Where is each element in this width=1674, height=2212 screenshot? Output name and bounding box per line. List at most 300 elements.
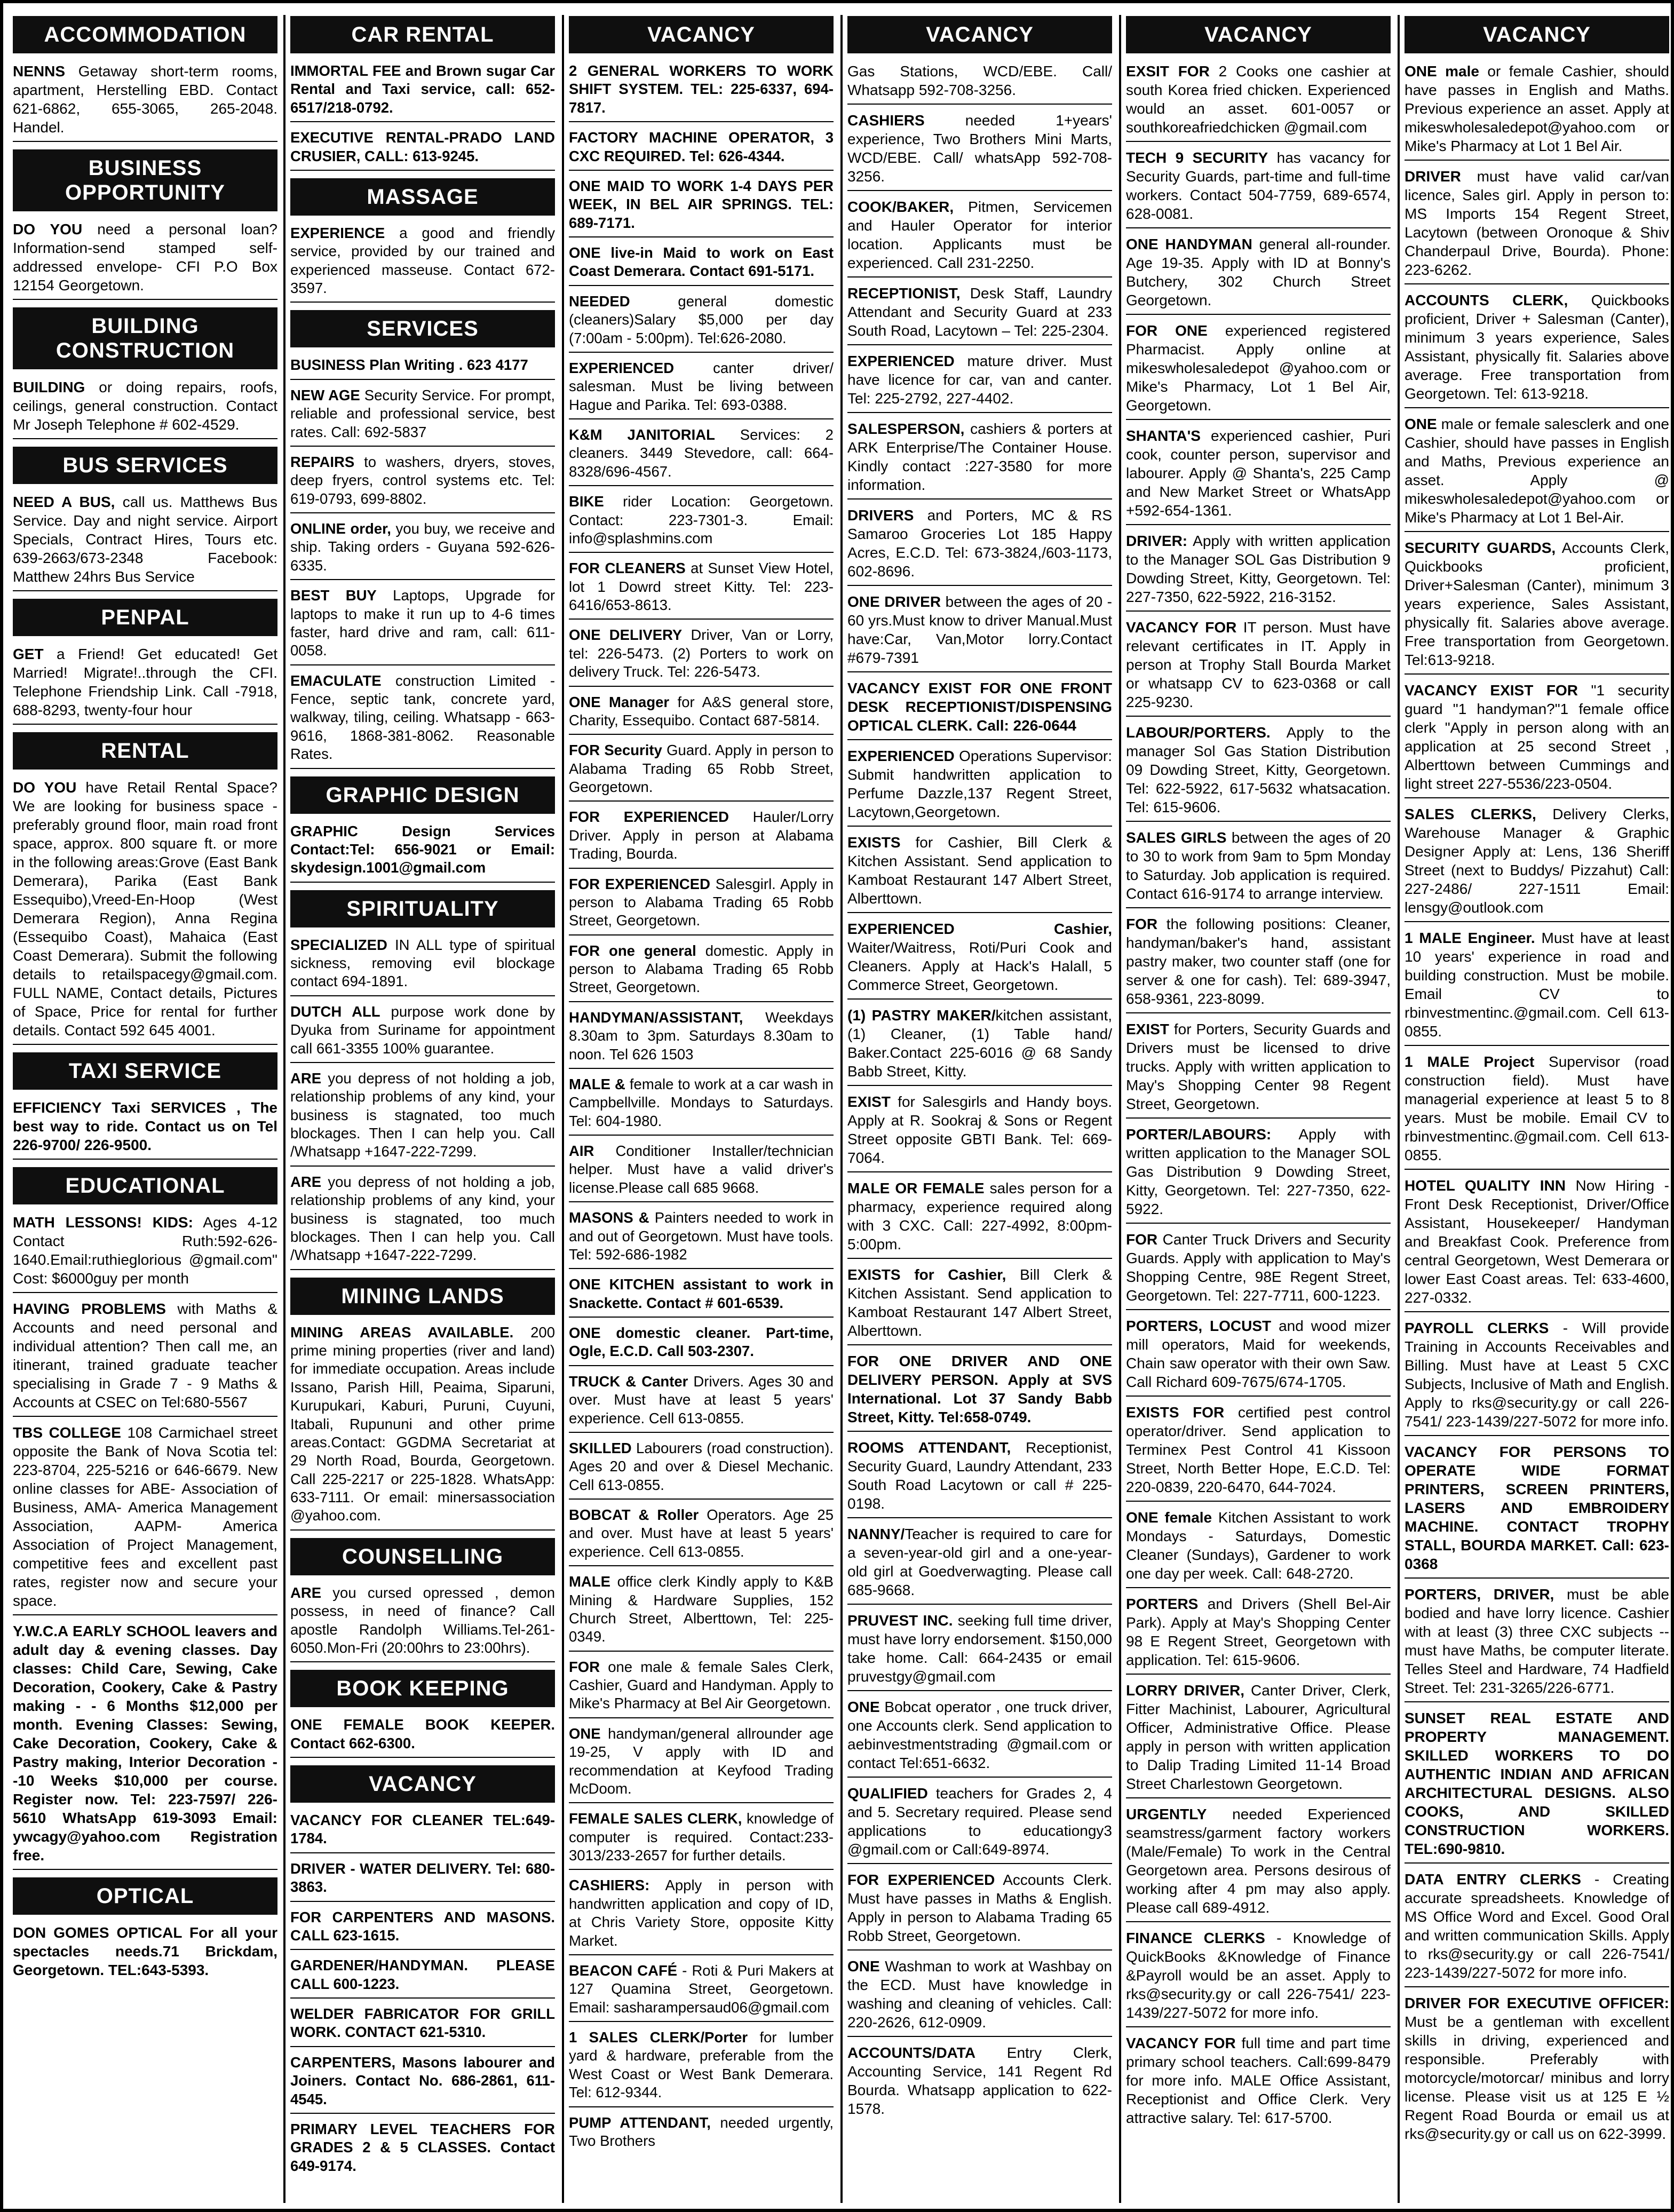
classified-ad <box>1405 62 1669 161</box>
ad-lead: ONE MAID TO WORK 1-4 <box>569 177 751 194</box>
classified-ad <box>1405 1442 1669 1579</box>
ad-text: Guard. Apply in person to Alabama Trading 65 Robb Street, Georgetown. <box>569 742 834 795</box>
ad-lead: K&M JANITORIAL <box>569 426 715 443</box>
ad-lead: PORTERS, LOCUST <box>1126 1318 1272 1334</box>
ad-text: - Knowledge of QuickBooks &Knowledge of Finance &Payroll would be an asset. Apply to rks@security.gy or call 226-7541/ 223-1439/227-5072 for more info. <box>1126 1930 1391 2021</box>
classified-ad <box>13 220 277 300</box>
classified-ad <box>569 1275 834 1318</box>
ad-text: needed 1+years' experience, Two Brothers Mini Marts, WCD/EBE. Call/ whatsApp 592-708-3256. <box>847 112 1112 185</box>
section-header-bus-services: BUS SERVICES <box>13 447 277 484</box>
ad-lead: CASHIERS <box>847 112 925 129</box>
classified-ad <box>1126 1595 1391 1675</box>
ad-lead: FEMALE SALES CLERK, <box>569 1810 742 1827</box>
section-header-spirituality: SPIRITUALITY <box>290 890 555 927</box>
ad-text: Apply with written application to the Manager SOL Gas Distribution 9 Dowding Street, Kitty, Georgetown. Tel: 227-7350, 622-5922. <box>1126 1126 1391 1217</box>
ad-lead: ONE DELIVERY <box>569 627 683 644</box>
ad-lead: DRIVER - WATER DELIVERY. <box>290 1860 492 1877</box>
classified-ad <box>847 506 1112 586</box>
ad-text: handyman/general allrounder age 19-25, V apply with ID and recommendation at Keyfood Trading McDoom. <box>569 1725 834 1797</box>
ad-lead: HAVING PROBLEMS <box>13 1301 166 1317</box>
ad-lead: GRAPHIC <box>290 822 358 839</box>
ad-lead: EXISTS <box>847 834 901 851</box>
classified-ad <box>290 1716 555 1758</box>
ad-text: purpose work done by Dyuka from Suriname for appointment call 661-3355 100% guarantee. <box>290 1003 555 1057</box>
ad-text: 200 prime mining properties (river and land) for immediate occupation. Areas include Issano, Parish Hill, Peaima, Siparuni, Kurupukari, Kaburi, Puruni, Cuyuni, Itabali, Rupununi and other prime areas.Contact: GGDMA Secretariat at 29 North Road, Bourda, Georgetown. Call 225-2217 or 225-1828. WhatsApp: 633-7111. Or email: minersassociation @yahoo.com. <box>290 1323 555 1524</box>
ad-lead: DUTCH ALL <box>290 1003 380 1020</box>
ad-lead: LABOUR/PORTERS. <box>1126 724 1271 741</box>
ad-lead: EXPERIENCED <box>847 353 955 369</box>
ad-text: TO OPERATE WIDE FORMAT PRINTERS, SCREEN PRINTERS, LASERS AND EMBROIDERY MACHINE. CONTACT TROPHY STALL, BOURDA MARKET. Call: 623-0368 <box>1405 1444 1669 1572</box>
ad-lead: VACANCY FOR <box>1126 2035 1236 2051</box>
ad-text: for Salesgirls and Handy boys. Apply at R. Sookraj & Sons or Regent Street opposite GBTI Bank. Tel: 669-7064. <box>847 1093 1112 1166</box>
ad-text: teachers for Grades 2, 4 and 5. Secretary required. Please send applications to educationgy3 @gmail.com or Call:649-8974. <box>847 1785 1112 1858</box>
ad-text: 623 4177 <box>463 356 528 374</box>
section-header-penpal: PENPAL <box>13 599 277 636</box>
classified-ad <box>569 1876 834 1955</box>
ad-text: TEL:649-1784. <box>290 1812 555 1847</box>
ad-text: Labourers (road construction). Ages 20 and over & Diesel Mechanic. Cell 613-0855. <box>569 1439 834 1493</box>
classified-ad <box>290 586 555 665</box>
ad-text: have Retail Rental Space? We are looking for business space - preferably ground floor, main road front space, approx. 800 square ft. or more in the following areas:Grove (East Bank Demerara), Parika (East Bank Essequibo),Vreed-En-Hoop (West Demerara Region), Anna Regina (Essequibo Coast), Mahaica (East Coast Demerara). Submit the following details to retailspacegy@gmail.com. FULL NAME, Contact details, Pictures of Space, Price for rental for further details. Contact 592 645 4001. <box>13 779 277 1038</box>
classified-ad <box>847 1352 1112 1432</box>
ad-lead: ONE <box>847 1699 880 1715</box>
ad-text: Part-time, Ogle, E.C.D. Call 503-2307. <box>569 1325 834 1360</box>
ad-lead: SALES CLERKS, <box>1405 806 1536 822</box>
ad-text: Masons labourer and Joiners. Contact No. 686-2861, 611-4545. <box>290 2054 555 2107</box>
ad-lead: FOR <box>1126 1231 1158 1248</box>
classified-ad <box>1405 1870 1669 1987</box>
ad-text: Services: 2 cleaners. 3449 Stevedore, call: 664-8328/696-4567. <box>569 426 834 480</box>
ad-lead: 1 MALE Engineer. <box>1405 930 1535 946</box>
ad-text: needed Experienced seamstress/garment factory workers (Male/Female) To work in the Central Georgetown area. Persons desirous of working after 4 pm may also apply. Please call 689-4912. <box>1126 1806 1391 1916</box>
classified-ad <box>569 493 834 553</box>
ad-lead: ONE <box>569 1725 601 1742</box>
ad-lead: NENNS <box>13 63 66 80</box>
classified-ad <box>13 493 277 591</box>
classified-ad <box>847 1006 1112 1086</box>
ad-lead: FOR Security <box>569 742 662 759</box>
ad-text: OPERATOR, 3 CXC REQUIRED. Tel: 626-4344. <box>569 129 834 164</box>
ad-text: between the ages of 20 - 60 yrs.Must know to driver Manual.Must have:Car, Van,Motor lorry.Contact #679-7391 <box>847 593 1112 666</box>
classified-ad <box>847 833 1112 913</box>
ad-text: Accounts Clerk. Must have passes in Maths & English. Apply in person to Alabama Trading 65 Robb Street, Georgetown. <box>847 1872 1112 1944</box>
ad-text: Design Services Contact:Tel: 656-9021 or Email: skydesign.1001@gmail.com <box>290 822 555 876</box>
classified-ad <box>569 693 834 735</box>
ad-lead: ONE domestic cleaner. <box>569 1325 751 1341</box>
ad-lead: NEW AGE <box>290 386 360 403</box>
ad-lead: AIR <box>569 1143 594 1159</box>
ad-lead: DRIVERS <box>847 507 914 524</box>
ad-lead: URGENTLY <box>1126 1806 1207 1822</box>
ad-text: kitchen assistant,(1) Cleaner, (1) Table hand/ Baker.Contact 225-6016 @ 68 Sandy Babb Street, Kitty. <box>847 1007 1112 1080</box>
classified-ad <box>13 1213 277 1293</box>
classified-ad <box>1126 62 1391 142</box>
classified-ad <box>290 1003 555 1063</box>
section-header-mining-lands: MINING LANDS <box>290 1278 555 1315</box>
classified-ad <box>847 1092 1112 1172</box>
ad-lead: LORRY DRIVER, <box>1126 1682 1245 1699</box>
ad-text: to work on East Coast Demerara. Contact 691-5171. <box>569 244 834 280</box>
ad-lead: ONE <box>1405 416 1437 432</box>
classified-ad <box>1405 1176 1669 1312</box>
ad-text: Taxi SERVICES , The best way to ride. Contact us on Tel 226-9700/ 226-9500. <box>13 1099 277 1153</box>
ad-lead: 1 SALES CLERK/Porter <box>569 2029 748 2045</box>
ad-lead: MATH LESSONS! KIDS: <box>13 1214 193 1231</box>
ad-text: experienced cashier, Puri cook, counter person, supervisor and labourer. Apply @ Shanta's, 225 Camp and New Market Street or WhatsApp +592-654-1361. <box>1126 427 1391 519</box>
classified-ad <box>1126 1403 1391 1502</box>
classified-ad <box>847 1957 1112 2037</box>
ad-text: Bill Clerk & Kitchen Assistant. Send application to Kamboat Restaurant 147 Albert Street, Alberttown. <box>847 1266 1112 1339</box>
column-2 <box>290 16 555 2204</box>
ad-text: seeking full time driver, must have lorry endorsement. $150,000 take home. Call: 664-2435 or email pruvestgy@gmail.com <box>847 1612 1112 1685</box>
ad-text: Ages 4-12 Contact Ruth:592-626-1640.Email:ruthieglorious @gmail.com" Cost: $6000guy per month <box>13 1214 277 1287</box>
ad-lead: BEST BUY <box>290 587 377 604</box>
ad-text: Delivery Clerks, Warehouse Manager & Graphic Designer Apply at: Lens, 136 Sheriff Street (next to Buddys/ Pizzahut) Call: 227-2486/ 227-1511 Email: lensgy@outlook.com <box>1405 806 1669 916</box>
ad-text: to washers, dryers, stoves, deep fryers, control systems etc. Tel: 619-0793, 699-8802. <box>290 453 555 507</box>
classified-ad <box>290 2005 555 2047</box>
ad-text: TO WORK SHIFT SYSTEM. TEL: 225-6337, 694-7817. <box>569 62 834 116</box>
ad-lead: MINING AREAS AVAILABLE. <box>290 1323 514 1341</box>
ad-lead: MALE <box>569 1573 610 1590</box>
ad-text: Laptops, Upgrade for laptops to make it run up to 4-6 times faster, hard drive and ram, call: 611-0058. <box>290 587 555 659</box>
ad-lead: ONE Manager <box>569 693 670 710</box>
ad-text: For all your spectacles needs.71 Brickdam, Georgetown. TEL:643-5393. <box>13 1924 277 1978</box>
ad-text: 2 Cooks one cashier at south Korea fried chicken. Experienced would an asset. 601-0057 or southkoreafriedchicken @gmail.com <box>1126 63 1391 136</box>
classified-ad <box>847 679 1112 740</box>
section-header-taxi-service: TAXI SERVICE <box>13 1052 277 1090</box>
classified-ad <box>569 1209 834 1269</box>
ad-lead: EXPERIENCED <box>569 359 675 376</box>
ad-lead: VACANCY EXIST FOR <box>1405 682 1578 699</box>
section-header-vacancy: VACANCY <box>1405 16 1669 53</box>
ad-lead: 2 GENERAL WORKERS <box>569 62 747 79</box>
classified-ad <box>1405 167 1669 284</box>
section-header-car-rental: CAR RENTAL <box>290 16 555 53</box>
ad-text: Security Service. For prompt, reliable and professional service, best rates. Call: 692-5837 <box>290 386 555 440</box>
classified-ad <box>290 936 555 996</box>
ad-lead: VACANCY EXIST FOR <box>847 680 1012 696</box>
classified-ad <box>569 1009 834 1069</box>
ad-lead: ONE female <box>1126 1509 1212 1526</box>
classified-ad <box>1405 929 1669 1046</box>
ad-text: certified pest control operator/driver. Send application to Terminex Pest Control 41 Kissoon Street, North Better Hope, E.C.D. Tel: 220-0839, 220-6470, 644-7024. <box>1126 1404 1391 1495</box>
ad-lead: PORTERS <box>1126 1596 1199 1612</box>
classified-ad <box>1405 805 1669 922</box>
classified-ad <box>569 741 834 802</box>
section-header-vacancy: VACANCY <box>569 16 834 53</box>
classified-ad <box>569 1573 834 1652</box>
ad-lead: ACCOUNTS CLERK, <box>1405 292 1568 308</box>
ad-text: with Maths & Accounts and need personal and individual attention? Then call me, an itinerant, trained graduate teacher specialising in Grade 7 - 9 Maths & Accounts at CSEC on Tel:680-5567 <box>13 1301 277 1410</box>
section-header-vacancy: VACANCY <box>290 1765 555 1803</box>
ad-text: Teacher is required to care for a seven-year-old girl and a one-year-old girl at Goedverwagting. Please call 685-9668. <box>847 1526 1112 1598</box>
ad-text: leavers and adult day & evening classes. Day classes: Child Care, Sewing, Cake Decoration, Cookery, Cake & Pastry making - - 6 Months $12,000 per month. Evening Classes: Sewing, Cake Decoration, Cookery, Cake & Pastry making, Interior Decoration --10 Weeks $10,000 per course. Register now. Tel: 223-7597/ 226-5610 WhatsApp 619-3093 Email: ywcagy@yahoo.com Registration free. <box>13 1623 277 1864</box>
section-header-educational: EDUCATIONAL <box>13 1167 277 1204</box>
ad-text: IN ALL type of spiritual sickness, removing evil blockage contact 694-1891. <box>290 936 555 990</box>
classified-ad <box>847 62 1112 105</box>
ad-lead: EXPERIENCE <box>290 224 385 241</box>
classified-ad <box>1405 1994 1669 2147</box>
ad-text: general domestic (cleaners)Salary $5,000 per day (7:00am - 5:00pm). Tel:626-2080. <box>569 292 834 346</box>
ad-lead: TRUCK & Canter <box>569 1373 688 1390</box>
classified-ad <box>1126 618 1391 717</box>
classified-ad <box>1126 426 1391 525</box>
classified-ad <box>13 62 277 142</box>
classified-ad <box>847 1784 1112 1864</box>
ad-text: Now Hiring - Front Desk Receptionist, Driver/Office Assistant, Housekeeper/ Handyman and Breakfast Cook. Preference from central Georgetown, West Demerara or lower East Coast areas. Tel: 633-4600, 227-0332. <box>1405 1177 1669 1306</box>
classified-ad <box>847 747 1112 827</box>
classified-ad <box>1126 1929 1391 2027</box>
ad-lead: HANDYMAN/ASSISTANT, <box>569 1009 743 1026</box>
classified-ad <box>1126 723 1391 822</box>
ad-text: IT person. Must have relevant certificates in IT. Apply in person at Trophy Stall Bourda Market or whatsapp CV to 623-0368 or call 225-9230. <box>1126 619 1391 710</box>
ad-lead: RECEPTIONIST, <box>847 285 961 302</box>
section-header-massage: MASSAGE <box>290 178 555 216</box>
ad-lead: MALE & <box>569 1075 625 1092</box>
ad-lead: Y.W.C.A EARLY SCHOOL <box>13 1623 190 1639</box>
ad-text: for Cashier, Bill Clerk & Kitchen Assistant. Send application to Kamboat Restaurant 147 Albert Street, Alberttown. <box>847 834 1112 907</box>
classified-ad <box>847 1870 1112 1951</box>
ad-text: construction Limited - Fence, septic tank, concrete yard, walkway, tiling, ceiling. Whatsapp - 663-9616, 1868-381-8062. Reasonable Rates. <box>290 672 555 763</box>
ad-text: "1 security guard "1 handyman?"1 female office clerk "Apply in person along with an application at 25 second Street , Alberttown between Cummings and light street 227-5536/223-0504. <box>1405 682 1669 792</box>
ad-text: for Porters, Security Guards and Drivers must be licensed to drive trucks. Apply with written application to May's Shopping Center 98 Regent Street, Georgetown. <box>1126 1021 1391 1112</box>
classified-ad <box>1126 1125 1391 1224</box>
classified-ad <box>290 822 555 883</box>
ad-text: rider Location: Georgetown. Contact: 223-7301-3. Email: info@splashmins.com <box>569 493 834 546</box>
section-header-counselling: COUNSELLING <box>290 1538 555 1575</box>
ad-text: for A&S general store, Charity, Essequibo. Contact 687-5814. <box>569 693 834 728</box>
column-divider <box>840 15 843 2203</box>
ad-lead: FOR ONE <box>1126 322 1208 339</box>
ad-text: Tel: 680-3863. <box>290 1860 555 1896</box>
ad-lead: SHANTA'S <box>1126 427 1201 444</box>
column-4 <box>847 16 1112 2204</box>
ad-text: Bobcat operator , one truck driver, one Accounts clerk. Send application to aebinvestmentstrading @gmail.com or contact Tel:651-6632. <box>847 1699 1112 1771</box>
ad-text: ONE FRONT DESK RECEPTIONIST/DISPENSING OPTICAL CLERK. Call: 226-0644 <box>847 680 1112 734</box>
section-header-vacancy: VACANCY <box>847 16 1112 53</box>
section-header-business-opportunity: BUSINESS OPPORTUNITY <box>13 149 277 211</box>
ad-text: experienced registered Pharmacist. Apply online at mikeswholesaledepot @yahoo.com or Mike's Pharmacy, Lot 1 Bel Air, Georgetown. <box>1126 322 1391 414</box>
classified-ad <box>847 197 1112 278</box>
ad-text: Painters needed to work in and out of Georgetown. Must have tools. Tel: 592-686-1982 <box>569 1209 834 1263</box>
classified-ad <box>1126 1805 1391 1922</box>
classified-ad <box>13 1299 277 1417</box>
classified-ad <box>569 359 834 419</box>
ad-text: Conditioner Installer/technician helper. Must have a valid driver's license.Please call 685 9668. <box>569 1143 834 1196</box>
ad-text: AND PROPERTY MANAGEMENT. SKILLED WORKERS TO DO AUTHENTIC INDIAN AND AFRICAN ARCHITECTURAL DESIGNS. ALSO COOKS, AND SKILLED CONSTRUCTION WORKERS. TEL:690-9810. <box>1405 1710 1669 1857</box>
section-header-optical: OPTICAL <box>13 1877 277 1915</box>
ad-lead: PRUVEST INC. <box>847 1612 953 1629</box>
ad-text: need a personal loan? Information-send stamped self-addressed envelope- CFI P.O Box 12154 Georgetown. <box>13 221 277 294</box>
classified-ad <box>290 224 555 303</box>
ad-text: Apply to the manager Sol Gas Station Distribution 09 Dowding Street, Kitty, Georgetown. Tel: 622-5922, 617-5632 whatsacation. Tel: 615-9606. <box>1126 724 1391 815</box>
ad-text: Operations Supervisor: Submit handwritten application to Perfume Dazzle,137 Regent Street, Lacytown,Georgetown. <box>847 748 1112 820</box>
classified-ad <box>290 2120 555 2179</box>
classified-ad <box>13 378 277 439</box>
ad-lead: DRIVER FOR EXECUTIVE OFFICER: <box>1405 1995 1669 2011</box>
ad-lead: ONLINE order, <box>290 520 391 537</box>
ad-lead: EXISTS FOR <box>1126 1404 1225 1421</box>
ad-text: or doing repairs, roofs, ceilings, general construction. Contact Mr Joseph Telephone # 602-4529. <box>13 379 277 433</box>
ad-text: sales person for a pharmacy, experience required along with 3 CXC. Call: 227-4992, 8:00pm-5:00pm. <box>847 1180 1112 1252</box>
ad-text: - Creating accurate spreadsheets. Knowledge of MS Office Word and Excel. Good Oral and written communication Skills. Apply to rks@security.gy or call 226-7541/ 223-1439/227-5072 for more info. <box>1405 1871 1669 1981</box>
ad-text: the following positions: Cleaner, handyman/baker's hand, assistant pastry maker, two counter staff (one for server & one for cash). Tel: 689-3947, 658-9361, 223-8099. <box>1126 916 1391 1007</box>
ad-lead: ONE <box>847 1958 880 1975</box>
classified-ad <box>847 1698 1112 1778</box>
ad-text: - Will provide Training in Accounts Receivables and Billing. Must have at Least 5 CXC Subjects, Inclusive of Math and English. Apply to rks@security.gy or call 226-7541/ 223-1439/227-5072 for more info. <box>1405 1320 1669 1430</box>
classified-ad <box>290 129 555 171</box>
classified-ad <box>290 356 555 379</box>
classified-ad <box>847 2043 1112 2122</box>
ad-lead: ONE HANDYMAN <box>1126 236 1252 252</box>
section-header-services: SERVICES <box>290 310 555 347</box>
classified-ad <box>847 284 1112 345</box>
ad-text: Must be a gentleman with excellent skills in driving, experienced and responsible. Preferably with motorcycle/motorcar/ minibus and lorry license. Please visit us at 125 E ½ Regent Road Bourda or email us at rks@security.gy or call us on 622-3999. <box>1405 2013 1669 2142</box>
classified-ad <box>847 919 1112 1000</box>
section-header-building-construction: BUILDING CONSTRUCTION <box>13 307 277 369</box>
classified-ad <box>13 1622 277 1870</box>
classified-ad <box>1126 828 1391 908</box>
column-divider <box>1398 15 1400 2203</box>
ad-text: needed urgently, Two Brothers <box>569 2114 834 2149</box>
ad-text: Washman to work at Washbay on the ECD. Must have knowledge in washing and cleaning of vehicles. Call: 220-2626, 612-0909. <box>847 1958 1112 2031</box>
classified-ad <box>569 1506 834 1566</box>
classified-ad <box>1405 1585 1669 1702</box>
ad-text: Receptionist, Security Guard, Laundry Attendant, 233 South Road Lacytown or call # 225-0198. <box>847 1439 1112 1512</box>
ad-lead: DO YOU <box>13 221 83 237</box>
ad-lead: BUSINESS Plan Writing . <box>290 356 463 374</box>
classified-ad <box>569 559 834 620</box>
classified-ad <box>569 875 834 935</box>
classified-ad <box>1126 2034 1391 2131</box>
classified-ad <box>13 1423 277 1615</box>
classified-ad <box>1405 538 1669 675</box>
ad-lead: SPECIALIZED <box>290 936 387 953</box>
ad-lead: EMACULATE <box>290 672 382 689</box>
ad-text: between the ages of 20 to 30 to work from 9am to 5pm Monday to Saturday. Job application is required. Contact 616-9174 to arrange interview. <box>1126 829 1391 902</box>
ad-text: Supervisor (road construction field). Must have managerial experience at least 5 to 8 years. Must be mobile. Email CV to rbinvestmentinc.@gmail.com. Cell 613-0855. <box>1405 1053 1669 1163</box>
ad-lead: FOR CARPENTERS AND <box>290 1908 476 1925</box>
ad-text: FOR GRILL WORK. CONTACT 621-5310. <box>290 2005 555 2041</box>
classified-ad <box>1405 1319 1669 1436</box>
classified-ad <box>847 1179 1112 1259</box>
ad-lead: FOR <box>1126 916 1158 932</box>
classified-ad <box>847 1265 1112 1345</box>
ad-lead: FOR CLEANERS <box>569 560 686 577</box>
ad-lead: EFFICIENCY <box>13 1099 101 1116</box>
ad-lead: FOR EXPERIENCED <box>569 875 710 892</box>
classified-ad <box>290 453 555 513</box>
ad-text: Drivers. Ages 30 and over. Must have at least 5 years' experience. Cell 613-0855. <box>569 1373 834 1426</box>
ad-text: Must have at least 10 years' experience in road and building construction. Must be mobile. Email CV to rbinvestmentinc.@gmail.com. Cell 613-0855. <box>1405 930 1669 1040</box>
column-6 <box>1405 16 1669 2204</box>
ad-text: Operators. Age 25 and over. Must have at least 5 years' experience. Cell 613-0855. <box>569 1507 834 1560</box>
ad-text: PLEASE CALL 600-1223. <box>290 1957 555 1992</box>
ad-lead: EXISTS for Cashier, <box>847 1266 1006 1283</box>
ad-text: at Sunset View Hotel, lot 1 Dowrd street Kitty. Tel: 223-6416/653-8613. <box>569 560 834 613</box>
ad-text: - Roti & Puri Makers at 127 Quamina Street, Georgetown. Email: sasharampersaud06@gmail.com <box>569 1962 834 2016</box>
ad-lead: DO YOU <box>13 779 77 796</box>
ad-text: must have valid car/van licence, Sales girl. Apply in person to: MS Imports 154 Regent Street, Lacytown (between Oronoque & Shiv Chanderpaul Drive, Bourda). Phone: 223-6262. <box>1405 168 1669 278</box>
ad-lead: FOR EXPERIENCED <box>847 1872 995 1888</box>
classified-ad <box>13 645 277 725</box>
section-header-vacancy: VACANCY <box>1126 16 1391 53</box>
ad-lead: SALES GIRLS <box>1126 829 1227 846</box>
classified-ad <box>290 1956 555 1999</box>
ad-lead: SUNSET REAL ESTATE <box>1405 1710 1613 1726</box>
ad-text: cashiers & porters at ARK Enterprise/The Container House. Kindly contact :227-3580 for more information. <box>847 421 1112 493</box>
section-header-accommodation: ACCOMMODATION <box>13 16 277 53</box>
classified-ad <box>569 2028 834 2107</box>
ad-lead: PUMP ATTENDANT, <box>569 2114 711 2131</box>
ad-text: Weekdays 8.30am to 3pm. Saturdays 8.30am to noon. Tel 626 1503 <box>569 1009 834 1063</box>
classified-ad <box>1405 291 1669 408</box>
ad-lead: 1 MALE Project <box>1405 1053 1535 1070</box>
ad-lead: SECURITY GUARDS, <box>1405 540 1556 556</box>
ad-text: and Drivers (Shell Bel-Air Park). Apply at May's Shopping Center 98 E Regent Street, Georgetown with application. Tel: 615-9606. <box>1126 1596 1391 1668</box>
classified-ad <box>847 1611 1112 1691</box>
column-divider <box>562 15 564 2203</box>
classified-ad <box>1126 321 1391 420</box>
ad-text: knowledge of computer is required. Contact:233-3013/233-2657 for further details. <box>569 1810 834 1864</box>
ad-text: Desk Staff, Laundry Attendant and Security Guard at 233 South Road, Lacytown – Tel: 225-2304. <box>847 285 1112 339</box>
classified-ad <box>569 426 834 486</box>
classified-ad <box>290 62 555 122</box>
ad-lead: DON GOMES OPTICAL <box>13 1924 182 1941</box>
ad-text: and Porters, MC & RS Samaroo Groceries Lot 185 Happy Acres, E.C.D. Tel: 673-3824,/603-1173, 602-8696. <box>847 507 1112 580</box>
classified-ad <box>13 1098 277 1160</box>
ad-lead: FOR <box>569 1658 600 1675</box>
ad-lead: BEACON CAFÉ <box>569 1962 678 1979</box>
ad-text: ONE DELIVERY PERSON. Apply at SVS International. Lot 37 Sandy Babb Street, Kitty. Tel:658-0749. <box>847 1353 1112 1425</box>
ad-text: male or female salesclerk and one Cashier, should have passes in English and Maths, Previous experience an asset. Apply @ mikeswholesaledepot@yahoo.com or Mike's Pharmacy at Lot 1 Bel-Air. <box>1405 416 1669 526</box>
ad-lead: PORTER/LABOURS: <box>1126 1126 1272 1143</box>
ad-text: Accounts Clerk, Quickbooks proficient, Driver+Salesman (Canter), minimum 3 years experience, Sales Assistant, physically fit. Salaries above average. Free transportation from Georgetown. Tel:613-9218. <box>1405 540 1669 668</box>
classified-ad <box>290 672 555 769</box>
classified-ad <box>569 292 834 353</box>
classified-ad <box>847 352 1112 413</box>
ad-text: or female Cashier, should have passes in English and Maths. Previous experience an asset. Apply at mikeswholesaledepot@yahoo.com or Mike's Pharmacy at Lot 1 Bel Air. <box>1405 63 1669 154</box>
classified-ad <box>569 1324 834 1366</box>
ad-lead: DATA ENTRY CLERKS <box>1405 1871 1581 1888</box>
ad-lead: GARDENER/HANDYMAN. <box>290 1957 469 1974</box>
ad-text: office clerk Kindly apply to K&B Mining & Hardware Supplies, 152 Church Street, Alberttown, Tel: 225-0349. <box>569 1573 834 1645</box>
ad-lead: ARE <box>290 1069 322 1087</box>
ad-lead: SALESPERSON, <box>847 421 965 437</box>
ad-lead: FOR ONE DRIVER AND <box>847 1353 1060 1369</box>
classified-ad <box>569 177 834 237</box>
ad-lead: ARE <box>290 1173 322 1190</box>
ad-lead: COOK/BAKER, <box>847 199 954 215</box>
ad-text: female to work at a car wash in Campbellville. Mondays to Saturdays. Tel: 604-1980. <box>569 1075 834 1129</box>
ad-text: domestic. Apply in person to Alabama Trading 65 Robb Street, Georgetown. <box>569 942 834 996</box>
classified-ad <box>569 1373 834 1433</box>
ad-text: DAYS PER WEEK, IN BEL AIR SPRINGS. TEL: 689-7171. <box>569 177 834 231</box>
ad-lead: FINANCE CLERKS <box>1126 1930 1265 1946</box>
ad-lead: BIKE <box>569 493 604 510</box>
classified-ad <box>847 1525 1112 1605</box>
classified-ad <box>1405 1052 1669 1170</box>
ad-lead: NEED A BUS, <box>13 494 115 510</box>
classified-ad <box>1126 148 1391 228</box>
ad-text: Getaway short-term rooms, apartment, Herstelling EBD. Contact 621-6862, 655-3065, 265-2048. Handel. <box>13 63 277 136</box>
column-5 <box>1126 16 1391 2204</box>
ad-text: Apply in person with handwritten application and copy of ID, at Chris Variety Store, opposite Kitty Market. <box>569 1877 834 1949</box>
classified-ad <box>1405 681 1669 798</box>
classified-ad <box>290 520 555 580</box>
ad-text: Canter Truck Drivers and Security Guards. Apply with application to May's Shopping Centre, 98E Regent Street, Georgetown. Tel: 227-7711, 600-1223. <box>1126 1231 1391 1304</box>
ad-lead: BUILDING <box>13 379 85 395</box>
